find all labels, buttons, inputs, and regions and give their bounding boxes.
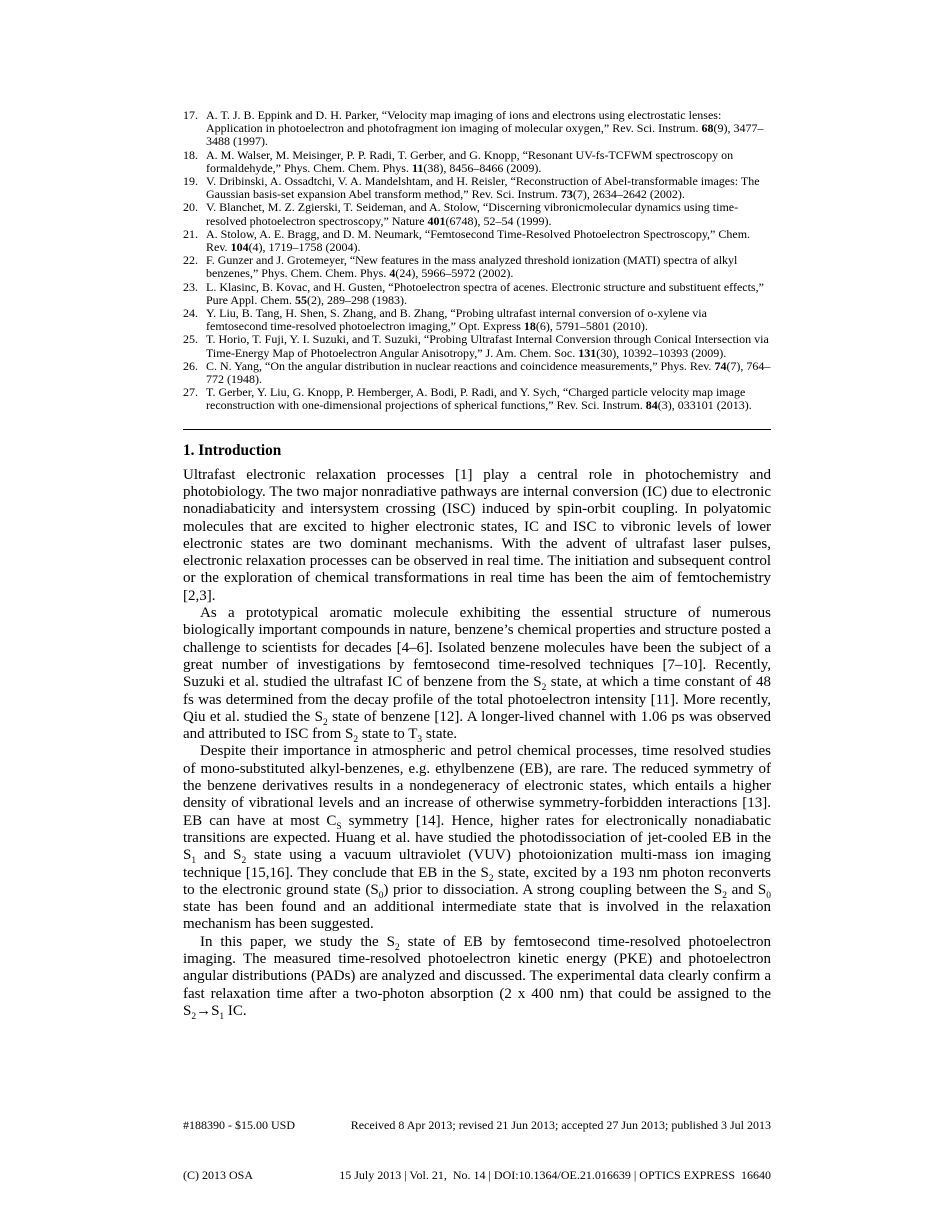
body-paragraph: Ultrafast electronic relaxation processes [1] play a central role in photochemistry and photobiology. The two major nonradiative pathways are internal conversion (IC) due to electronic nonadiabaticity and intersystem crossing (ISC) induced by spin-orbit coupling. In polyatomic molecules that are excited to higher electronic states, IC and ISC to vibronic levels of lower electronic states are two dominant mechanisms. With the advent of ultrafast laser pulses, electronic relaxation processes can be observed in real time. The initiation and subsequent control or the exploration of chemical transformations in real time has been the aim of femtochemistry [2,3]. xyxy=(183,466,771,604)
footer-article-id: #188390 - $15.00 USD xyxy=(183,1118,296,1132)
reference-item xyxy=(183,307,771,333)
reference-item xyxy=(183,254,771,280)
reference-list xyxy=(183,109,771,413)
reference-number: 23. xyxy=(183,279,198,294)
reference-item xyxy=(183,333,771,359)
reference-text: L. Klasinc, B. Kovac, and H. Gusten, “Photoelectron spectra of acenes. Electronic structure and substituent effects,” Pure Appl. Chem. 55(2), 289–298 (1983). xyxy=(206,279,764,307)
section-heading: 1. Introduction xyxy=(183,441,282,459)
content-column xyxy=(183,109,771,1020)
reference-text: A. M. Walser, M. Meisinger, P. P. Radi, T. Gerber, and G. Knopp, “Resonant UV-fs-TCFWM spectroscopy on formaldehyde,” Phys. Chem. Chem. Phys. 11(38), 8456–8466 (2009). xyxy=(206,147,734,175)
body-paragraph: Despite their importance in atmospheric and petrol chemical processes, time resolved studies of mono-substituted alkyl-benzenes, e.g. ethylbenzene (EB), are rare. The reduced symmetry of the benzene derivatives results in a nondegeneracy of electronic states, which entails a higher density of vibrational levels and an increase of otherwise symmetry-forbidden interactions [13]. EB can have at most $C_S$ symmetry [14]. Hence, higher rates for electronically nonadiabatic transitions are expected. Huang et al. have studied the photodissociation of jet-cooled EB in the $S_1$ and $S_2$ state using a vacuum ultraviolet (VUV) photoionization multi-mass ion imaging technique [15,16]. They conclude that EB in the $S_2$ state, excited by a 193 nm photon reconverts to the electronic ground state $(S_0)$ prior to dissociation. A strong coupling between the $S_2$ and $S_0$ state has been found and an additional intermediate state that is involved in the relaxation mechanism has been suggested. xyxy=(183,743,771,933)
body-paragraph: In this paper, we study the $S_2$ state of EB by femtosecond time-resolved photoelectron imaging. The measured time-resolved photoelectron kinetic energy (PKE) and photoelectron angular distributions (PADs) are analyzed and discussed. The experimental data clearly confirm a fast relaxation time after a two-photon absorption (2 x 400 nm) that could be assigned to the $S_2\to S_1$ IC. xyxy=(183,933,772,1022)
reference-number: 17. xyxy=(183,108,198,122)
reference-text: V. Blanchet, M. Z. Zgierski, T. Seideman, and A. Stolow, “Discerning vibronicmolecular dynamics using time-resolved photoelectron spectroscopy,” Nature 401(6748), 52–54 (1999). xyxy=(206,200,739,228)
reference-item xyxy=(183,281,771,307)
reference-text: A. Stolow, A. E. Bragg, and D. M. Neumark, “Femtosecond Time-Resolved Photoelectron Spectroscopy,” Chem. Rev. 104(4), 1719–1758 (2004). xyxy=(206,226,751,255)
reference-number: 20. xyxy=(183,200,198,215)
reference-text: C. N. Yang, “On the angular distribution in nuclear reactions and coincidence measurements,” Phys. Rev. 74(7), 764–772 (1948). xyxy=(206,358,771,387)
reference-number: 25. xyxy=(183,332,198,347)
reference-text: F. Gunzer and J. Grotemeyer, “New features in the mass analyzed threshold ionization (MATI) spectra of alkyl benzenes,” Phys. Chem. Chem. Phys. 4(24), 5966–5972 (2002). xyxy=(206,253,738,281)
reference-item xyxy=(183,149,771,175)
reference-text: V. Dribinski, A. Ossadtchi, V. A. Mandelshtam, and H. Reisler, “Reconstruction of Abel-transformable images: The Gaussian basis-set expansion Abel transform method,” Rev. Sci. Instrum. 73(7), 2634–2642 (2002). xyxy=(206,174,760,202)
footer-received-dates: Received 8 Apr 2013; revised 21 Jun 2013; accepted 27 Jun 2013; published 3 Jul 2013 xyxy=(350,1118,771,1132)
reference-text: Y. Liu, B. Tang, H. Shen, S. Zhang, and B. Zhang, “Probing ultrafast internal conversion of o-xylene via femtosecond time-resolved photoelectron imaging,” Opt. Express 18(6), 5791–5801 (2010). xyxy=(206,306,707,334)
reference-item xyxy=(183,228,771,254)
reference-number: 19. xyxy=(183,174,198,189)
reference-item xyxy=(183,175,771,201)
reference-number: 18. xyxy=(183,147,198,162)
introduction-paragraphs xyxy=(183,467,771,1021)
footer-journal-citation: 15 July 2013 | Vol. 21, No. 14 | DOI:10.1364/OE.21.016639 | OPTICS EXPRESS 16640 xyxy=(339,1167,771,1182)
footer-left xyxy=(183,1084,295,1216)
page-footer xyxy=(183,1084,771,1216)
body-paragraph: As a prototypical aromatic molecule exhibiting the essential structure of numerous biologically important compounds in nature, benzene’s chemical properties and structure posted a challenge to scientists for decades [4–6]. Isolated benzene molecules have been the subject of a great number of investigations by femtosecond time-resolved techniques [7–10]. Recently, Suzuki et al. studied the ultrafast IC of benzene from the $S_2$ state, at which a time constant of 48 fs was determined from the decay profile of the total photoelectron intensity [11]. More recently, Qiu et al. studied the $S_2$ state of benzene [12]. A longer-lived channel with 1.06 ps was observed and attributed to ISC from $S_2$ state to $T_3$ state. xyxy=(183,605,771,746)
reference-text: A. T. J. B. Eppink and D. H. Parker, “Velocity map imaging of ions and electrons using electrostatic lenses: Application in photoelectron and photofragment ion imaging of molecular oxygen,” Rev. Sci. Instrum. 68(9), 3477–3488 (1997). xyxy=(206,108,764,149)
footer-copyright: (C) 2013 OSA xyxy=(183,1167,254,1182)
reference-number: 24. xyxy=(183,306,198,321)
reference-item xyxy=(183,201,771,227)
reference-item xyxy=(183,386,771,412)
reference-number: 26. xyxy=(183,358,198,373)
reference-number: 22. xyxy=(183,253,198,268)
reference-text: T. Horio, T. Fuji, Y. I. Suzuki, and T. Suzuki, “Probing Ultrafast Internal Conversion through Conical Intersection via Time-Energy Map of Photoelectron Angular Anisotropy,” J. Am. Chem. Soc. 131(30), 10392–10393 (2009). xyxy=(206,332,769,360)
reference-number: 27. xyxy=(183,385,198,400)
footer-right xyxy=(339,1084,771,1216)
reference-number: 21. xyxy=(183,226,198,241)
reference-text: T. Gerber, Y. Liu, G. Knopp, P. Hemberger, A. Bodi, P. Radi, and Y. Sych, “Charged particle velocity map image reconstruction with one-dimensional projections of spherical functions,” Rev. Sci. Instrum. 84(3), 033101 (2013). xyxy=(206,385,752,413)
section-divider xyxy=(183,429,771,430)
reference-item xyxy=(183,360,771,386)
reference-item xyxy=(183,109,771,149)
